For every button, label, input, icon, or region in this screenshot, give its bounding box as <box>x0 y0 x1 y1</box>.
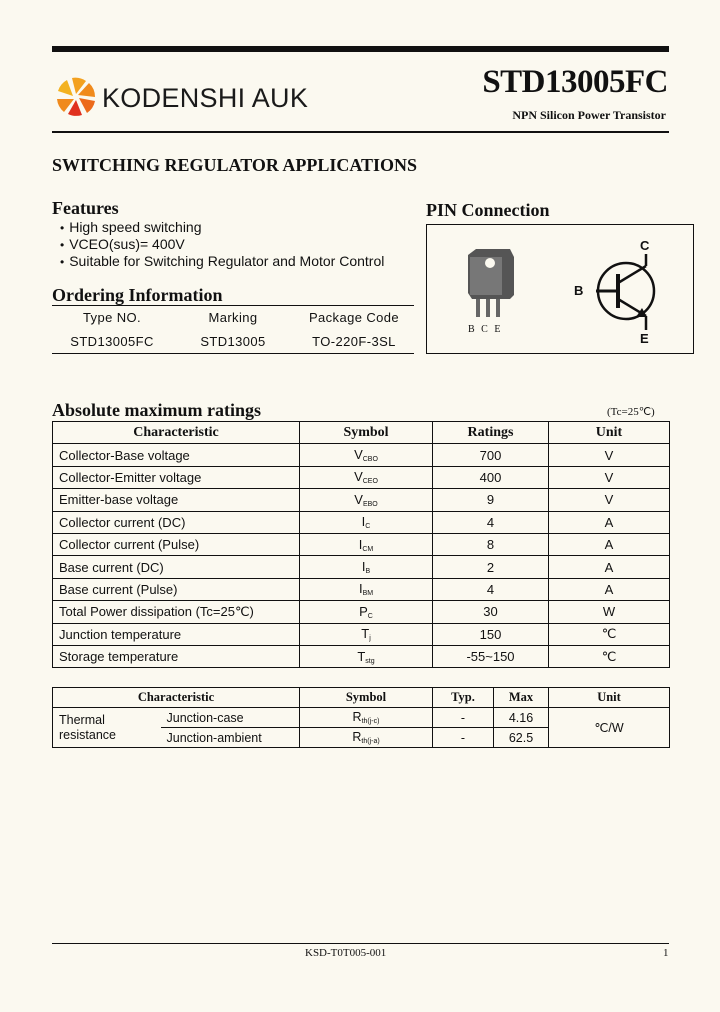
col-unit: Unit <box>549 422 670 444</box>
header-rule <box>52 131 669 133</box>
thermal-row-max: 62.5 <box>494 728 549 748</box>
list-item: • VCEO(sus)= 400V <box>60 236 384 253</box>
ordering-header-row <box>52 310 414 325</box>
characteristic-cell: Emitter-base voltage <box>53 489 300 511</box>
unit-cell: V <box>549 444 670 466</box>
list-item: • High speed switching <box>60 219 384 236</box>
characteristic-cell: Total Power dissipation (Tc=25℃) <box>53 601 300 623</box>
col-max: Max <box>494 688 549 708</box>
abs-max-condition: (Tc=25℃) <box>607 406 655 418</box>
symbol-cell <box>300 601 433 623</box>
symbol-main: I <box>358 581 363 597</box>
thermal-row-max: 4.16 <box>494 708 549 728</box>
unit-cell: A <box>549 556 670 578</box>
pin-label-collector: C <box>640 238 650 253</box>
page-number: 1 <box>663 947 669 959</box>
symbol-cell <box>300 444 433 466</box>
thermal-row-symbol <box>300 728 433 748</box>
characteristic-cell: Base current (DC) <box>53 556 300 578</box>
rating-cell: 150 <box>433 623 549 645</box>
characteristic-cell: Collector-Emitter voltage <box>53 466 300 488</box>
ordering-package: TO-220F-3SL <box>312 334 396 349</box>
rating-cell: 8 <box>433 533 549 555</box>
symbol-cell <box>300 578 433 600</box>
ordering-col-package: Package Code <box>308 310 400 325</box>
symbol-sub: B <box>365 568 371 576</box>
abs-max-table <box>52 421 670 668</box>
symbol-sub: C <box>367 612 373 620</box>
characteristic-cell: Collector-Base voltage <box>53 444 300 466</box>
characteristic-cell: Collector current (DC) <box>53 511 300 533</box>
symbol-sub: EBO <box>362 500 378 508</box>
col-typ: Typ. <box>433 688 494 708</box>
rating-cell: 4 <box>433 578 549 600</box>
col-characteristic: Characteristic <box>53 422 300 444</box>
table-row <box>53 601 670 623</box>
symbol-main: V <box>354 491 363 507</box>
npn-transistor-symbol-icon <box>570 240 690 340</box>
thermal-row-typ: - <box>433 708 494 728</box>
thermal-label-line2: resistance <box>59 727 116 742</box>
ordering-col-type: Type NO. <box>82 310 142 325</box>
unit-cell: ℃ <box>549 645 670 667</box>
symbol-main: T <box>361 626 370 642</box>
table-row <box>53 444 670 466</box>
ordering-marking: STD13005 <box>200 334 266 349</box>
col-unit: Unit <box>549 688 670 708</box>
symbol-cell <box>300 623 433 645</box>
table-row <box>53 578 670 600</box>
characteristic-cell: Base current (Pulse) <box>53 578 300 600</box>
table-header-row <box>53 688 670 708</box>
table-row <box>53 511 670 533</box>
characteristic-cell: Collector current (Pulse) <box>53 533 300 555</box>
symbol-sub: CEO <box>362 478 378 486</box>
symbol-main: T <box>357 648 366 664</box>
col-ratings: Ratings <box>433 422 549 444</box>
rating-cell: -55~150 <box>433 645 549 667</box>
symbol-cell <box>300 533 433 555</box>
table-row <box>53 708 670 728</box>
unit-cell: A <box>549 578 670 600</box>
table-row <box>53 466 670 488</box>
unit-cell: A <box>549 511 670 533</box>
thermal-unit: ℃/W <box>549 708 670 748</box>
divider <box>52 305 414 306</box>
symbol-cell <box>300 511 433 533</box>
part-subtitle: NPN Silicon Power Transistor <box>512 108 666 122</box>
thermal-row-name: Junction-ambient <box>161 728 300 748</box>
unit-cell: A <box>549 533 670 555</box>
col-symbol: Symbol <box>300 688 433 708</box>
unit-cell: W <box>549 601 670 623</box>
col-symbol: Symbol <box>300 422 433 444</box>
thermal-row-typ: - <box>433 728 494 748</box>
symbol-sub: CM <box>362 545 374 553</box>
symbol-main: R <box>352 730 362 744</box>
rating-cell: 30 <box>433 601 549 623</box>
characteristic-cell: Storage temperature <box>53 645 300 667</box>
list-item: • Suitable for Switching Regulator and Motor Control <box>60 253 384 270</box>
features-list <box>60 219 384 270</box>
part-number: STD13005FC <box>482 64 668 100</box>
table-row <box>53 623 670 645</box>
unit-cell: V <box>549 466 670 488</box>
symbol-main: V <box>354 447 363 463</box>
thermal-table <box>52 687 670 748</box>
characteristic-cell: Junction temperature <box>53 623 300 645</box>
pin-connection-heading: PIN Connection <box>426 200 550 220</box>
to220-package-icon <box>462 247 518 317</box>
symbol-sub: BM <box>362 590 374 598</box>
application-title: SWITCHING REGULATOR APPLICATIONS <box>52 155 418 175</box>
thermal-row-symbol <box>300 708 433 728</box>
thermal-row-name: Junction-case <box>161 708 300 728</box>
ordering-data-row <box>52 334 414 349</box>
symbol-main: I <box>361 559 366 575</box>
symbol-sub: th(j-a) <box>361 738 380 745</box>
symbol-cell <box>300 489 433 511</box>
rating-cell: 4 <box>433 511 549 533</box>
symbol-main: R <box>352 710 362 724</box>
thermal-label-line1: Thermal <box>59 712 105 727</box>
symbol-sub: stg <box>365 657 375 665</box>
features-heading: Features <box>52 198 119 218</box>
footer-rule <box>52 943 669 944</box>
symbol-main: I <box>361 514 366 530</box>
symbol-main: P <box>359 603 368 619</box>
symbol-cell <box>300 645 433 667</box>
symbol-cell <box>300 556 433 578</box>
unit-cell: V <box>549 489 670 511</box>
table-row <box>53 645 670 667</box>
rating-cell: 2 <box>433 556 549 578</box>
rating-cell: 700 <box>433 444 549 466</box>
symbol-sub: th(j-c) <box>361 718 380 725</box>
ordering-type: STD13005FC <box>70 334 154 349</box>
rating-cell: 9 <box>433 489 549 511</box>
table-row <box>53 556 670 578</box>
symbol-main: V <box>354 469 363 485</box>
brand-name: KODENSHI AUK <box>102 83 309 113</box>
pin-label-emitter: E <box>640 331 649 346</box>
symbol-sub: CBO <box>362 456 378 464</box>
symbol-sub: j <box>369 635 371 643</box>
table-row <box>53 533 670 555</box>
abs-max-heading: Absolute maximum ratings <box>52 400 262 420</box>
symbol-sub: C <box>365 523 371 531</box>
ordering-col-marking: Marking <box>208 310 258 325</box>
thermal-label <box>53 708 161 748</box>
rating-cell: 400 <box>433 466 549 488</box>
table-row <box>53 489 670 511</box>
divider <box>52 353 414 354</box>
symbol-main: I <box>358 536 363 552</box>
pin-label-base: B <box>574 283 584 298</box>
symbol-cell <box>300 466 433 488</box>
top-rule <box>52 46 669 52</box>
ordering-heading: Ordering Information <box>52 285 223 305</box>
unit-cell: ℃ <box>549 623 670 645</box>
document-id: KSD-T0T005-001 <box>305 947 387 959</box>
table-header-row <box>53 422 670 444</box>
package-pin-labels: B C E <box>468 324 503 335</box>
col-characteristic: Characteristic <box>53 688 300 708</box>
